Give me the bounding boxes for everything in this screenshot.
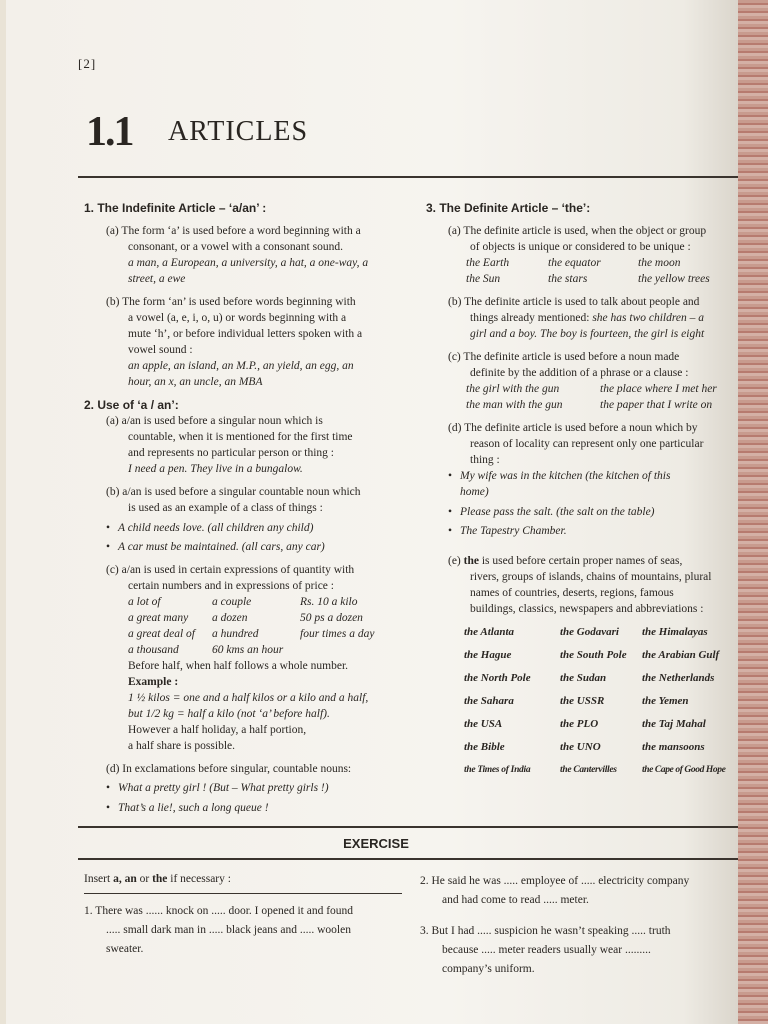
text-line: certain numbers and in expressions of price : [128, 580, 334, 592]
quantity-table [128, 594, 388, 658]
example-line: street, a ewe [128, 273, 186, 285]
example-line: a man, a European, a university, a hat, a one-way, a [128, 257, 369, 269]
table-row [128, 642, 388, 658]
table-cell: the South Pole [560, 649, 627, 661]
text-line: consonant, or a vowel with a consonant sound. [128, 241, 343, 253]
text-line [426, 553, 744, 569]
table-cell: the Sun [466, 273, 501, 285]
table-cell: the Hague [464, 649, 512, 661]
exercise-heading: EXERCISE [343, 836, 409, 851]
instruction-rule [84, 893, 402, 894]
exercise-top-rule [78, 826, 746, 828]
table-cell: the Sudan [560, 672, 607, 684]
table-cell: a great many [128, 612, 189, 624]
table-row [128, 594, 388, 610]
table-cell: a hundred [212, 628, 259, 640]
table-row [128, 610, 388, 626]
table-row [466, 255, 724, 271]
section-3-title: 3. The Definite Article – ‘the’: [426, 201, 591, 215]
table-cell: the Godavari [560, 626, 619, 638]
table-cell: Rs. 10 a kilo [300, 596, 358, 608]
bullet-item: • That’s a lie!, such a long queue ! [84, 800, 406, 816]
bold-span: the [463, 555, 479, 567]
text-line: rivers, groups of islands, chains of mountains, plural [470, 571, 712, 583]
text-line: a half share is possible. [128, 740, 235, 752]
text-line: thing : [470, 454, 500, 466]
bold-span: the [152, 873, 168, 885]
bullet-item: • The Tapestry Chamber. [426, 523, 744, 539]
text-line: (b) a/an is used before a singular countable noun which [106, 486, 361, 498]
table-row [466, 397, 731, 413]
table-cell: the Times of India [464, 765, 531, 775]
table-cell: the man with the gun [466, 399, 563, 411]
text-span: things already mentioned: [470, 312, 590, 324]
question-line: because ..... meter readers usually wear ......... [442, 944, 651, 956]
text-line: (b) The form ‘an’ is used before words beginning with [106, 296, 356, 308]
table-cell: four times a day [300, 628, 375, 640]
text-line: (a) The definite article is used, when the object or group [448, 225, 707, 237]
text-span: if necessary : [167, 873, 231, 885]
example-line: an apple, an island, an M.P., an yield, an egg, an [128, 360, 354, 372]
table-cell: a lot of [128, 596, 161, 608]
text-line: (c) The definite article is used before a noun made [448, 351, 680, 363]
text-line: a vowel (a, e, i, o, u) or words beginning with a [128, 312, 347, 324]
table-cell: the yellow trees [638, 273, 710, 285]
text-line: Before half, when half follows a whole number. [128, 660, 349, 672]
proper-names-table [464, 624, 739, 785]
text-line: reason of locality can represent only one particular [470, 438, 704, 450]
table-cell: the girl with the gun [466, 383, 560, 395]
text-line: (d) In exclamations before singular, countable nouns: [106, 763, 352, 775]
exercise-right [420, 872, 744, 979]
text-span: (e) [448, 555, 464, 567]
question-1: 1. There was ...... knock on ..... door. I opened it and found [84, 905, 354, 917]
table-cell: the Cantervilles [560, 765, 617, 775]
example-line: 1 ½ kilos = one and a half kilos or a kilo and a half, [128, 692, 369, 704]
table-cell: the Sahara [464, 695, 514, 707]
phrase-table [466, 381, 731, 413]
exercise-instruction [84, 870, 406, 889]
table-cell: 50 ps a dozen [300, 612, 363, 624]
table-cell: the USA [464, 718, 503, 730]
example-span: she has two children – a [592, 312, 705, 324]
section-1-title: 1. The Indefinite Article – ‘a/an’ : [84, 201, 267, 215]
table-row [464, 716, 739, 739]
table-row [464, 670, 739, 693]
table-cell: the moon [638, 257, 681, 269]
exercise-bottom-rule [78, 858, 746, 860]
table-cell: the Arabian Gulf [642, 649, 720, 661]
text-line: of objects is unique or considered to be unique : [470, 241, 691, 253]
bullet-continuation: home) [460, 486, 489, 498]
chapter-title: ARTICLES [168, 116, 309, 147]
table-cell: the paper that I write on [600, 399, 713, 411]
table-cell: the stars [548, 273, 588, 285]
table-row [466, 381, 731, 397]
question-3: 3. But I had ..... suspicion he wasn’t speaking ..... truth [420, 925, 671, 937]
question-line: company’s uniform. [442, 963, 535, 975]
text-line: However a half holiday, a half portion, [128, 724, 307, 736]
top-rule [78, 176, 746, 178]
table-row [128, 626, 388, 642]
exercise-left [84, 870, 406, 959]
question-line: ..... small dark man in ..... black jeans and ..... woolen [106, 924, 351, 936]
text-line: (b) The definite article is used to talk about people and [448, 296, 700, 308]
bullet-item: • What a pretty girl ! (But – What pretty girls !) [84, 780, 406, 796]
text-line: definite by the addition of a phrase or a clause : [470, 367, 689, 379]
text-line: and represents no particular person or thing : [128, 447, 334, 459]
bullet-item: • A child needs love. (all children any child) [84, 520, 406, 536]
table-cell: the Netherlands [642, 672, 715, 684]
table-cell: the place where I met her [600, 383, 717, 395]
table-cell: the Yemen [642, 695, 689, 707]
question-line: and had come to read ..... meter. [442, 894, 589, 906]
bold-span: a, an [113, 873, 137, 885]
text-line: is used as an example of a class of things : [128, 502, 323, 514]
text-line: names of countries, deserts, regions, famous [470, 587, 674, 599]
book-page [6, 0, 742, 1024]
table-row [464, 693, 739, 716]
table-cell: the North Pole [464, 672, 531, 684]
text-line: vowel sound : [128, 344, 193, 356]
page-edge [738, 0, 768, 1024]
table-cell: the UNO [560, 741, 601, 753]
text-line: (a) a/an is used before a singular noun which is [106, 415, 323, 427]
table-cell: the equator [548, 257, 601, 269]
table-cell: the Himalayas [642, 626, 708, 638]
section-2-title: 2. Use of ‘a / an’: [84, 398, 179, 412]
table-cell: the USSR [560, 695, 605, 707]
example-label: Example : [128, 676, 179, 688]
table-cell: the Earth [466, 257, 510, 269]
table-row [464, 739, 739, 762]
table-cell: the mansoons [642, 741, 705, 753]
table-row [464, 624, 739, 647]
example-line: I need a pen. They live in a bungalow. [128, 463, 303, 475]
table-cell: a dozen [212, 612, 248, 624]
table-row [464, 762, 739, 785]
bullet-item: • My wife was in the kitchen (the kitchen of this [426, 468, 744, 484]
question-line: sweater. [106, 943, 144, 955]
question-2: 2. He said he was ..... employee of ..... electricity company [420, 875, 690, 887]
left-column [84, 200, 406, 816]
table-cell: the Cape of Good Hope [642, 765, 726, 775]
chapter-number: 1.1 [86, 109, 133, 155]
text-line [426, 310, 744, 326]
text-span: Insert [84, 873, 114, 885]
table-cell: the Taj Mahal [642, 718, 706, 730]
table-cell: 60 kms an hour [212, 644, 284, 656]
table-cell: a great deal of [128, 628, 195, 640]
bullet-item: • A car must be maintained. (all cars, any car) [84, 539, 406, 555]
table-row [466, 271, 724, 287]
text-line: (d) The definite article is used before a noun which by [448, 422, 698, 434]
table-cell: a couple [212, 596, 252, 608]
example-line: but 1/2 kg = half a kilo (not ‘a’ before half). [128, 708, 330, 720]
example-line: girl and a boy. The boy is fourteen, the girl is eight [470, 328, 705, 340]
text-span: or [136, 873, 153, 885]
table-cell: a thousand [128, 644, 179, 656]
page-number: [2] [78, 56, 97, 71]
text-line: countable, when it is mentioned for the first time [128, 431, 353, 443]
text-line: (a) The form ‘a’ is used before a word beginning with a [106, 225, 361, 237]
text-span: is used before certain proper names of seas, [478, 555, 683, 567]
text-line: buildings, classics, newspapers and abbreviations : [470, 603, 704, 615]
table-row [464, 647, 739, 670]
table-cell: the Atlanta [464, 626, 515, 638]
example-line: hour, an x, an uncle, an MBA [128, 376, 263, 388]
bullet-item: • Please pass the salt. (the salt on the table) [426, 504, 744, 520]
table-cell: the Bible [464, 741, 505, 753]
table-cell: the PLO [560, 718, 599, 730]
right-column [426, 200, 744, 785]
unique-objects-table [466, 255, 724, 287]
text-line: (c) a/an is used in certain expressions of quantity with [106, 564, 355, 576]
text-line: mute ‘h’, or before individual letters spoken with a [128, 328, 363, 340]
